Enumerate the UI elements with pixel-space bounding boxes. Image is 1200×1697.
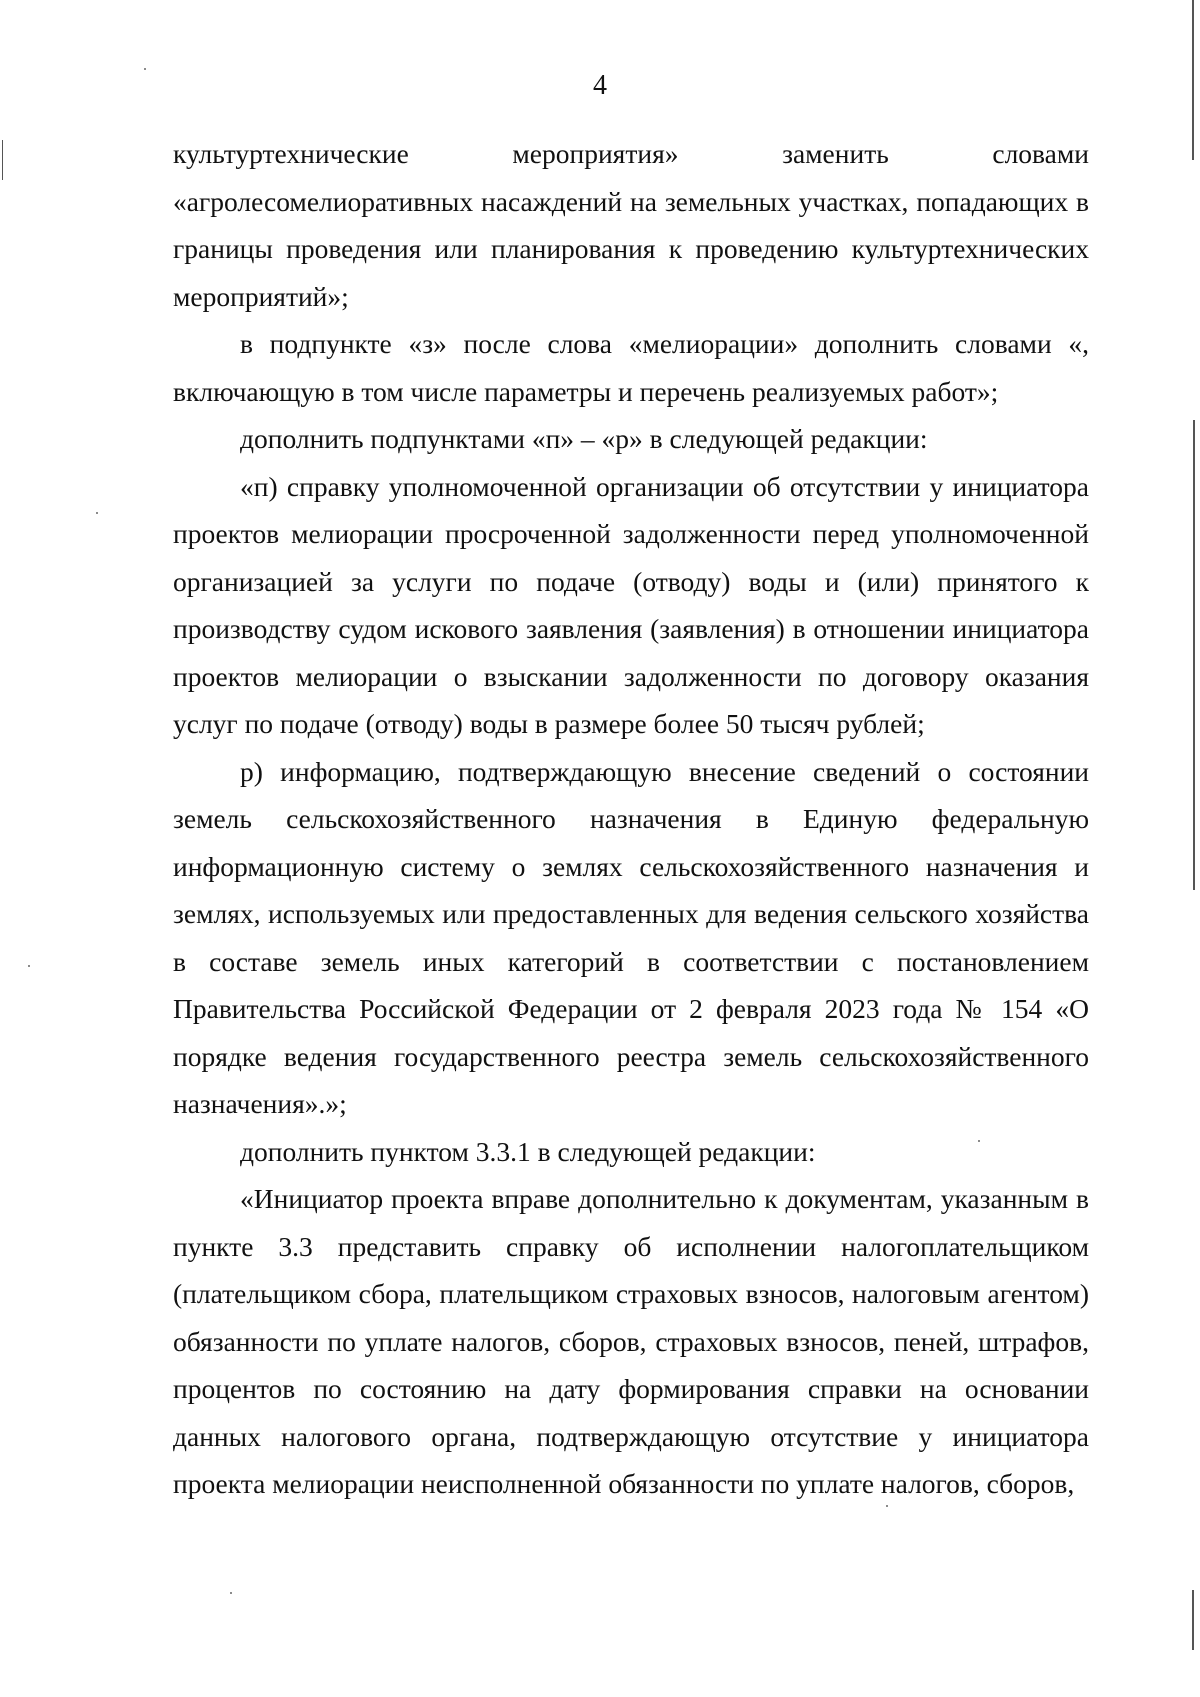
paragraph-continuation: культуртехнические мероприятия» заменить словами «агролесомелиоративных насаждений на земельных участках, попадающих в границы проведения или планирования к проведению культуртехнических мероприятий»; [173, 138, 1089, 312]
page-number: 4 [593, 70, 607, 101]
scan-speck [28, 965, 30, 967]
paragraph-initiator-right: «Инициатор проекта вправе дополнительно к документам, указанным в пункте 3.3 представить справку об исполнении налогоплательщиком (плательщиком сбора, плательщиком страховых взносов, налоговым агентом) обязанности по уплате налогов, сборов, страховых взносов, пеней, штрафов, процентов по состоянию на дату формирования справки на основании данных налогового органа, подтверждающую отсутствие у инициатора проекта мелиорации неисполненной обязанности по уплате налогов, сборов, [173, 1183, 1089, 1499]
paragraph-add-point-3-3-1: дополнить пунктом 3.3.1 в следующей редакции: [240, 1135, 816, 1167]
scan-edge-line-left [2, 140, 3, 180]
paragraph-subpoint-r: р) информацию, подтверждающую внесение сведений о состоянии земель сельскохозяйственного назначения в Единую федеральную информационную систему о землях сельскохозяйственного назначения и землях, используемых или предоставленных для ведения сельского хозяйства в составе земель иных категорий в соответствии с постановлением Правительства Российской Федерации от 2 февраля 2023 года № 154 «О порядке ведения государственного реестра земель сельскохозяйственного назначения».»; [173, 755, 1089, 1119]
paragraph-subpoint-p: «п) справку уполномоченной организации об отсутствии у инициатора проектов мелиорации просроченной задолженности перед уполномоченной организацией за услуги по подаче (отводу) воды и (или) принятого к производству судом искового заявления (заявления) в отношении инициатора проектов мелиорации о взыскании задолженности по договору оказания услуг по подаче (отводу) воды в размере более 50 тысяч рублей; [173, 470, 1089, 739]
scan-speck [230, 1592, 232, 1594]
paragraph-subpoint-z: в подпункте «з» после слова «мелиорации» дополнить словами «, включающую в том числе параметры и перечень реализуемых работ»; [173, 328, 1089, 407]
paragraph-add-subpoints: дополнить подпунктами «п» – «р» в следующей редакции: [240, 423, 928, 454]
scan-speck [96, 512, 98, 514]
scan-edge-line-bottom-right [1192, 1590, 1194, 1650]
scan-edge-line-right [1193, 420, 1195, 890]
document-body [173, 130, 1089, 1508]
